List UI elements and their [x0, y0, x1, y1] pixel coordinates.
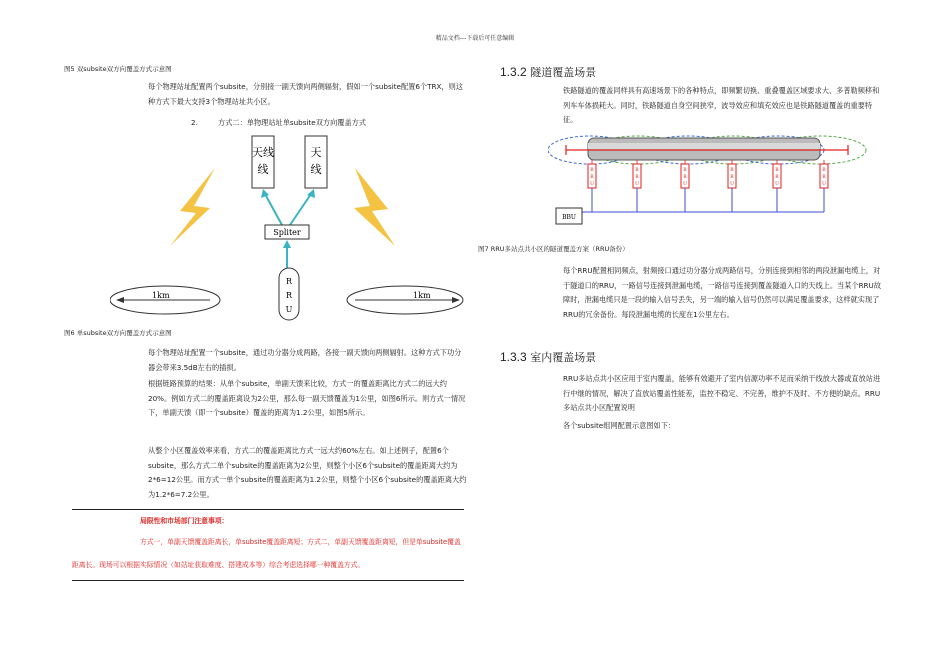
- svg-text:R: R: [635, 175, 639, 180]
- svg-text:R: R: [590, 168, 594, 173]
- fig6-caption: 图6 单subsite双方向覆盖方式示意图: [64, 329, 172, 337]
- fiber-links: [580, 188, 824, 212]
- svg-text:U: U: [590, 182, 594, 187]
- tunnel-coverage-diagram: [548, 130, 878, 230]
- fig7-caption: 图7 RRU多站点共小区的隧道覆盖方案（RRU备份）: [478, 245, 629, 253]
- section-1-3-2-text: 铁路隧道的覆盖同样具有高速场景下的各种特点，即频繁切换、重叠覆盖区域要求大、多普勒频移和列车车体损耗大。同时，铁路隧道自身空间狭窄，波导效应和填充效应也是铁路隧道覆盖的重要特征。: [563, 86, 880, 125]
- svg-text:R: R: [775, 175, 779, 180]
- svg-text:R: R: [822, 175, 826, 180]
- bbu-label: BBU: [562, 214, 576, 221]
- svg-text:R: R: [683, 168, 687, 173]
- svg-text:R: R: [730, 168, 734, 173]
- antenna-box-right: [305, 136, 327, 188]
- fig5-caption: 图5 双subsite双方向覆盖方式示意图: [64, 65, 172, 73]
- distance-label-right: 1km: [413, 291, 431, 300]
- section-1-3-3-tail: 各个subsite组网配置示意图如下：: [563, 421, 676, 430]
- list-number: 2.: [191, 118, 198, 127]
- section-1-3-3-text: RRU多站点共小区应用于室内覆盖，能够有效避开了室内信源功率不足而采纳干线放大器或直放站进行中继的情况，解决了直放站覆盖性能差，监控不稳定、不完善，维护不及时、不方便的缺点。RRU多站点共小区配置说明: [563, 374, 881, 413]
- left-radiation-icon: [170, 168, 215, 246]
- antenna-label-right: 天: [310, 146, 322, 159]
- splitter-label: Spliter: [273, 228, 301, 237]
- svg-text:R: R: [775, 168, 779, 173]
- note-top-rule: [72, 509, 464, 510]
- note-body: 方式一，单副天馈覆盖距离长，单subsite覆盖距离短；方式二，单副天馈覆盖距离短，但是单subsite覆盖距离长。现场可以根据实际情况（如站址获取难度、搭建成本等）综合考虑选择哪一种覆盖方式。: [72, 538, 461, 569]
- svg-text:U: U: [730, 182, 734, 187]
- fig7-description: 每个RRU配置相同频点，射频接口通过功分器分成两路信号，分别连接到相邻的两段泄漏电缆上，对于隧道口的RRU，一路信号连接到泄漏电缆，一路信号连接到覆盖隧道入口的天线上。当某个RRU故障时，泄漏电缆只是一段的输入信号丢失，另一端的输入信号仍然可以满足覆盖要求，这样就实现了RRU的冗余备份。每段泄漏电缆的长度在1公里左右。: [563, 266, 882, 319]
- svg-text:U: U: [775, 182, 779, 187]
- svg-text:U: U: [635, 182, 639, 187]
- single-subsite-diagram: [110, 128, 470, 324]
- note-bottom-rule: [72, 580, 464, 581]
- svg-text:U: U: [285, 305, 293, 314]
- splitter-arrow-left: [265, 194, 282, 225]
- section-1-3-3-heading: 1.3.3 室内覆盖场景: [500, 350, 597, 364]
- svg-text:R: R: [730, 175, 734, 180]
- antenna-label-left: 天线: [252, 146, 274, 159]
- svg-text:R: R: [822, 168, 826, 173]
- svg-text:R: R: [635, 168, 639, 173]
- svg-text:R: R: [285, 291, 293, 300]
- fig5-description: 每个物理站址配置两个subsite，分别接一副天馈向两侧辐射，假如一个subsite配置6个TRX，则这种方式下最大支持3个物理站址共小区。: [148, 82, 463, 106]
- note-title: 局限性和市场部门注意事项：: [140, 517, 229, 525]
- rru-units: [588, 164, 828, 188]
- antenna-box-left: [252, 136, 274, 188]
- rru-label: R: [285, 277, 293, 286]
- svg-text:R: R: [590, 175, 594, 180]
- distance-label-left: 1km: [152, 291, 170, 300]
- right-radiation-icon: [354, 168, 395, 246]
- calculation-paragraph-2: 从整个小区覆盖效率来看，方式二的覆盖距离比方式一远大约60%左右。如上述例子，配置6个subsite，那么方式二单个subsite的覆盖距离为2公里，则整个小区6个subsite的覆盖距离大约为2*6=12公里。而方式一单个subsite的覆盖距离为1.2公里，则整个小区6个subsite的覆盖距离大约为1.2*6=7.2公里。: [148, 446, 467, 499]
- svg-text:U: U: [683, 182, 687, 187]
- section-1-3-2-heading: 1.3.2 隧道覆盖场景: [500, 65, 597, 79]
- svg-text:R: R: [683, 175, 687, 180]
- page-header: 精品文档---下载后可任意编辑: [435, 35, 515, 42]
- svg-text:线: 线: [310, 163, 322, 176]
- list-item-method-two: 方式二：单物理站址单subsite双方向覆盖方式: [218, 118, 367, 127]
- calculation-paragraph-1: 根据链路预算的结果：从单个subsite，单副天馈来比较，方式一的覆盖距离比方式二的远大约20%。例如方式二的覆盖距离设为2公里，那么每一副天馈覆盖为1公里，如图6所示。则方式一情况下，单副天馈（即一个subsite）覆盖的距离为1.2公里，如图5所示。: [148, 379, 466, 418]
- splitter-arrow-right: [290, 194, 311, 225]
- svg-text:U: U: [822, 182, 826, 187]
- svg-text:线: 线: [257, 163, 269, 176]
- fig6-description: 每个物理站址配置一个subsite，通过功分器分成两路，各接一副天馈向两侧辐射。这种方式下功分器会带来3.5dB左右的插损。: [148, 348, 462, 372]
